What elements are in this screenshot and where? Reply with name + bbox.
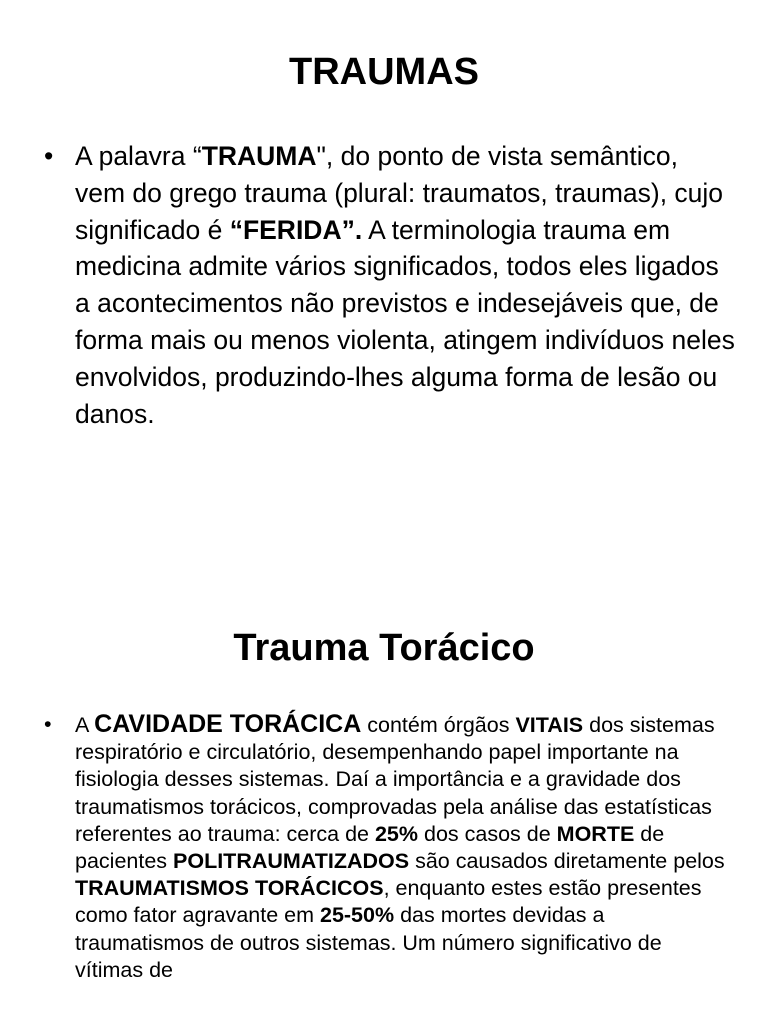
bullet-item [44, 711, 732, 984]
text-run-bold: CAVIDADE TORÁCICA [94, 710, 362, 738]
text-run-bold: VITAIS [515, 713, 584, 737]
text-run: A palavra “ [75, 141, 202, 171]
text-run: contém órgãos [361, 713, 516, 737]
text-run-bold: 25-50% [319, 903, 395, 928]
bullet-item [44, 138, 735, 432]
slide-title-text: Trauma Torácico [233, 627, 535, 669]
bullet-paragraph [75, 711, 735, 984]
bullet-dot: • [44, 712, 52, 736]
bullet-dot: • [44, 141, 54, 171]
text-run: de pacientes [75, 821, 665, 874]
text-run: das mortes devidas a traumatismos de outros sistemas. Um número significativo de vítimas de [75, 903, 662, 982]
text-run: são causados diretamente pelos [409, 849, 725, 874]
text-run-bold: “FERIDA”. [229, 214, 363, 245]
text-run-bold: TRAUMA [201, 141, 317, 171]
text-run: ", do ponto de vista semântico, vem do grego trauma (plural: traumatos, traumas), cujo significado é [75, 141, 724, 245]
text-run: A [75, 713, 95, 737]
text-run-bold: MORTE [556, 821, 635, 846]
text-run-bold: 25% [374, 821, 419, 846]
slide-trauma-toracico [0, 590, 768, 1024]
text-run: , enquanto estes estão presentes como fator agravante em [75, 876, 702, 928]
text-run-bold: POLITRAUMATIZADOS [173, 849, 410, 874]
bullet-paragraph [75, 138, 735, 432]
text-run: dos casos de [418, 821, 557, 846]
text-run: A terminologia trauma em medicina admite vários significados, todos eles ligados a acontecimentos não previstos e indesejáveis que, de forma mais ou menos violenta, atingem indivíduos neles envolvidos, produzindo-lhes alguma forma de lesão ou danos. [75, 214, 735, 429]
slide-title: TRAUMAS [289, 51, 479, 93]
slide-title [0, 626, 768, 670]
text-run: dos sistemas respiratório e circulatório, desempenhando papel importante na fisiologia desses sistemas. Daí a importância e a gravidade dos traumatismos torácicos, comprovadas pela análise das estatísticas referentes ao trauma: cerca de [75, 713, 715, 846]
text-run-bold: TRAUMATISMOS TORÁCICOS [75, 876, 384, 901]
